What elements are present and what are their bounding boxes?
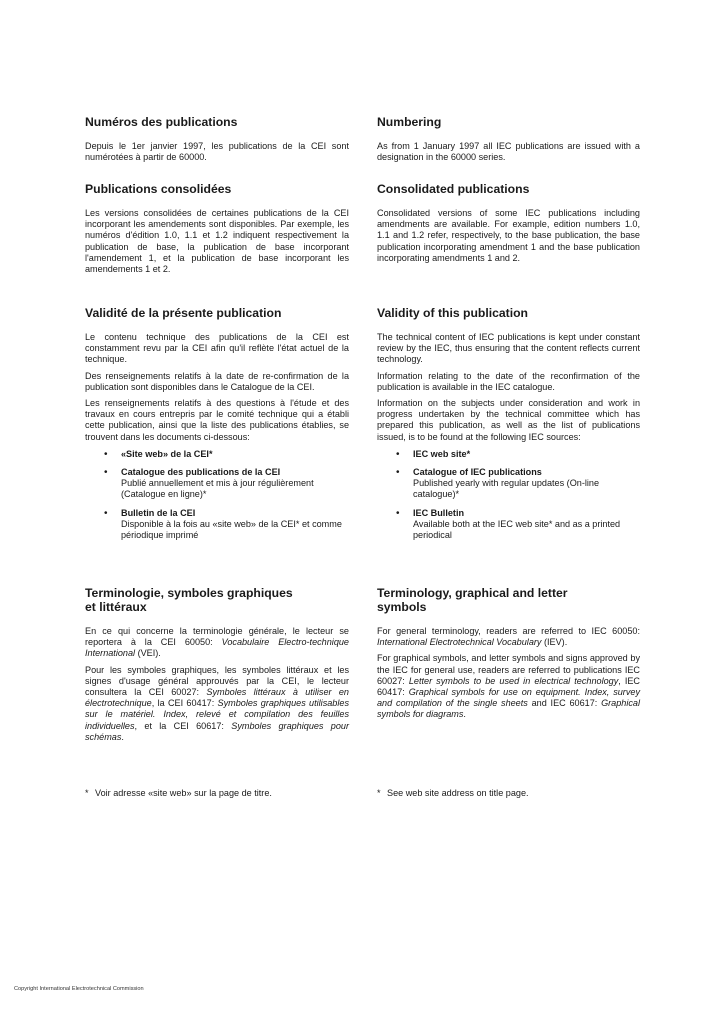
validity-section-fr bbox=[85, 306, 349, 548]
sources-list bbox=[377, 449, 640, 541]
section-heading: Numbering bbox=[377, 115, 442, 129]
paragraph: Des renseignements relatifs à la date de re-confirmation de la publication sont disponibles dans le Catalogue de la CEI. bbox=[85, 370, 349, 392]
list-item-title: Catalogue des publications de la CEI bbox=[121, 467, 281, 478]
list-item-title: Bulletin de la CEI bbox=[121, 507, 196, 518]
list-item bbox=[85, 508, 349, 542]
terminology-section-fr bbox=[85, 586, 349, 748]
paragraph: Information on the subjects under consideration and work in progress undertaken by the technical committee which has prepared this publication, as well as the list of publications issued, is to be found at the following IEC sources: bbox=[377, 398, 640, 442]
paragraph: Les versions consolidées de certaines publications de la CEI incorporant les amendements sont disponibles. Par exemple, les numéros d'édition 1.0, 1.1 et 1.2 indiquent respectivement la publication de base, la publication de base incorporant l'amendement 1, et la publication de base incorporant les amendements 1 et 2. bbox=[85, 208, 349, 275]
footnote-mark: * bbox=[85, 788, 89, 798]
section-heading: Publications consolidées bbox=[85, 182, 232, 196]
numbering-section-en bbox=[377, 115, 640, 168]
bullet-icon: • bbox=[396, 507, 400, 519]
list-item bbox=[85, 467, 349, 501]
footnote-en bbox=[377, 788, 529, 799]
paragraph: Pour les symboles graphiques, les symboles littéraux et les signes d'usage général approuvés par la CEI, le lecteur consultera la CEI 60027: Symboles littéraux à utiliser en électrotechnique, la CEI 60417: Symboles graphiques utilisables sur le matériel. Index, relevé et compilation des feuilles individuelles, et la CEI 60617: Symboles graphiques pour schémas. bbox=[85, 664, 349, 742]
paragraph: The technical content of IEC publications is kept under constant review by the IEC, thus ensuring that the content reflects current technology. bbox=[377, 332, 640, 365]
list-item-title: Catalogue of IEC publications bbox=[413, 467, 542, 478]
consolidated-section-fr bbox=[85, 182, 349, 280]
terminology-section-en bbox=[377, 586, 640, 726]
list-item-desc: Published yearly with regular updates (On-line catalogue)* bbox=[413, 478, 600, 500]
section-heading: Consolidated publications bbox=[377, 182, 530, 196]
list-item bbox=[377, 467, 640, 501]
bullet-icon: • bbox=[396, 448, 400, 460]
section-heading: Terminologie, symboles graphiques et littéraux bbox=[85, 586, 293, 614]
copyright-notice: Copyright International Electrotechnical Commission bbox=[14, 986, 144, 992]
sources-list bbox=[85, 449, 349, 541]
paragraph: As from 1 January 1997 all IEC publications are issued with a designation in the 60000 series. bbox=[377, 141, 640, 163]
list-item bbox=[377, 508, 640, 542]
paragraph: Information relating to the date of the reconfirmation of the publication is available in the IEC catalogue. bbox=[377, 370, 640, 392]
paragraph: For general terminology, readers are referred to IEC 60050: International Electrotechnical Vocabulary (IEV). bbox=[377, 626, 640, 648]
paragraph: Le contenu technique des publications de la CEI est constamment revu par la CEI afin qu'il reflète l'état actuel de la technique. bbox=[85, 332, 349, 365]
bullet-icon: • bbox=[104, 448, 108, 460]
paragraph: Depuis le 1er janvier 1997, les publications de la CEI sont numérotées à partir de 60000. bbox=[85, 141, 349, 163]
list-item-title: «Site web» de la CEI* bbox=[121, 448, 213, 459]
bullet-icon: • bbox=[104, 507, 108, 519]
list-item-title: IEC web site* bbox=[413, 448, 471, 459]
list-item-title: IEC Bulletin bbox=[413, 507, 465, 518]
footnote-fr bbox=[85, 788, 272, 799]
paragraph: Les renseignements relatifs à des questions à l'étude et des travaux en cours entrepris par le comité technique qui a établi cette publication, ainsi que la liste des publications établies, se trouvent dans les documents ci-dessous: bbox=[85, 398, 349, 442]
validity-section-en bbox=[377, 306, 640, 548]
bullet-icon: • bbox=[396, 467, 400, 479]
paragraph: For graphical symbols, and letter symbols and signs approved by the IEC for general use, readers are referred to publications IEC 60027: Letter symbols to be used in electrical technology, IEC 60417: Graphical symbols for use on equipment. Index, survey and compilation of the single sheets and IEC 60617: Graphical symbols for diagrams. bbox=[377, 653, 640, 720]
footnote-mark: * bbox=[377, 788, 381, 798]
list-item bbox=[85, 449, 349, 460]
paragraph: En ce qui concerne la terminologie générale, le lecteur se reportera à la CEI 60050: Vocabulaire Electro-technique International (VEI). bbox=[85, 626, 349, 659]
list-item-desc: Publié annuellement et mis à jour régulièrement (Catalogue en ligne)* bbox=[121, 478, 314, 500]
section-heading: Terminology, graphical and letter symbols bbox=[377, 586, 568, 614]
paragraph: Consolidated versions of some IEC publications including amendments are available. For example, edition numbers 1.0, 1.1 and 1.2 refer, respectively, to the base publication, the base publication incorporating amendment 1 and the base publication incorporating amendments 1 and 2. bbox=[377, 208, 640, 263]
footnote-text: Voir adresse «site web» sur la page de titre. bbox=[95, 788, 272, 798]
footnote-text: See web site address on title page. bbox=[387, 788, 529, 798]
numbering-section-fr bbox=[85, 115, 349, 168]
list-item-desc: Available both at the IEC web site* and as a printed periodical bbox=[413, 518, 621, 541]
section-heading: Validity of this publication bbox=[377, 306, 528, 320]
section-heading: Validité de la présente publication bbox=[85, 306, 282, 320]
consolidated-section-en bbox=[377, 182, 640, 269]
list-item-desc: Disponible à la fois au «site web» de la CEI* et comme périodique imprimé bbox=[121, 518, 342, 541]
bullet-icon: • bbox=[104, 467, 108, 479]
list-item bbox=[377, 449, 640, 460]
section-heading: Numéros des publications bbox=[85, 115, 238, 129]
